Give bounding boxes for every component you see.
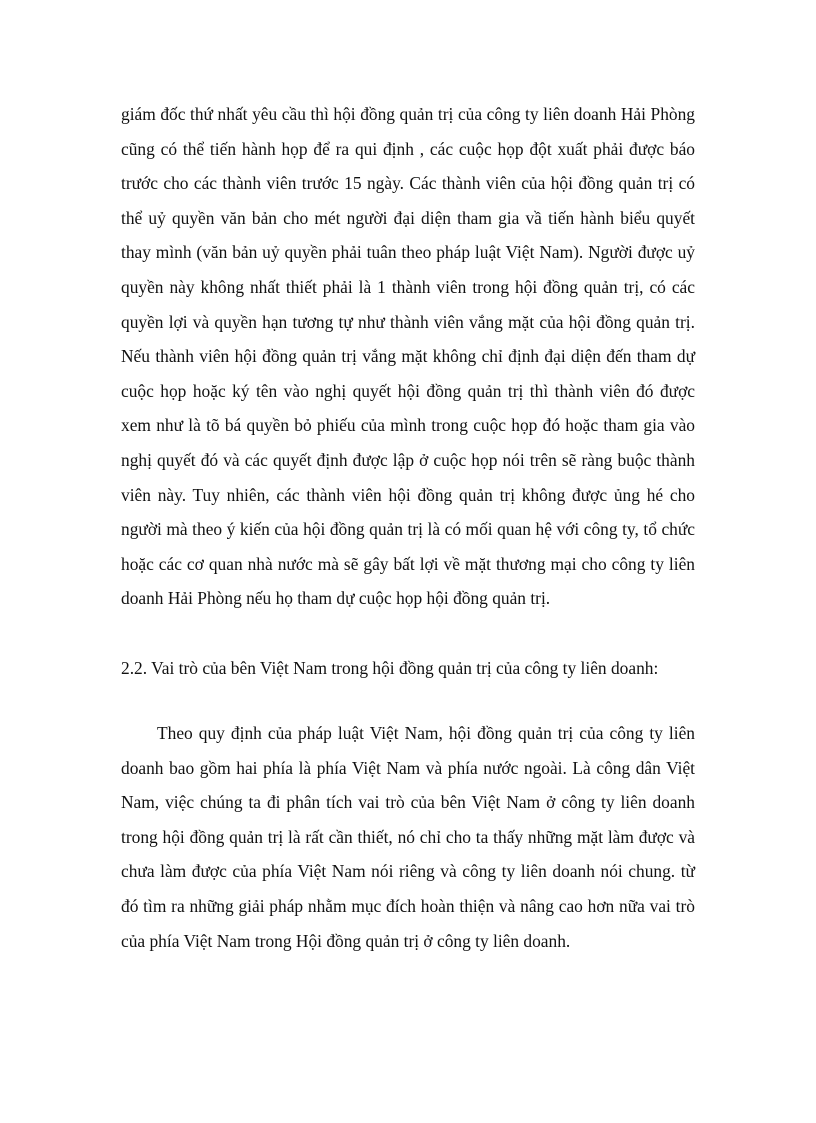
body-paragraph-vietnamese-role: Theo quy định của pháp luật Việt Nam, hội đồng quản trị của công ty liên doanh bao gồm hai phía là phía Việt Nam và phía nước ngoài. Là công dân Việt Nam, việc chúng ta đi phân tích vai trò của bên Việt Nam ở công ty liên doanh trong hội đồng quản trị là rất cần thiết, nó chỉ cho ta thấy những mặt làm được và chưa làm được của phía Việt Nam nói riêng và công ty liên doanh nói chung. từ đó tìm ra những giải pháp nhằm mục đích hoàn thiện và nâng cao hơn nữa vai trò của phía Việt Nam trong Hội đồng quản trị ở công ty liên doanh. — [121, 723, 695, 951]
section-heading-2-2: 2.2. Vai trò của bên Việt Nam trong hội đồng quản trị của công ty liên doanh: — [121, 658, 659, 678]
body-paragraph-board-meetings: giám đốc thứ nhất yêu cầu thì hội đồng quản trị của công ty liên doanh Hải Phòng cũng có thể tiến hành họp để ra qui định , các cuộc họp đột xuất phải được báo trước cho các thành viên trước 15 ngày. Các thành viên của hội đồng quản trị có thể uỷ quyền văn bản cho mét người đại diện tham gia vầ tiến hành biểu quyết thay mình (văn bản uỷ quyền phải tuân theo pháp luật Việt Nam). Người được uỷ quyền này không nhất thiết phải là 1 thành viên trong hội đồng quản trị, có các quyền lợi và quyền hạn tương tự như thành viên vắng mặt của hội đồng quản trị. Nếu thành viên hội đồng quản trị vắng mặt không chỉ định đại diện đến tham dự cuộc họp hoặc ký tên vào nghị quyết hội đồng quản trị thì thành viên đó được xem như là tõ bá quyền bỏ phiếu của mình trong cuộc họp đó hoặc tham gia vào nghị quyết đó và các quyết định được lập ở cuộc họp nói trên sẽ ràng buộc thành viên này. Tuy nhiên, các thành viên hội đồng quản trị không được ủng hé cho người mà theo ý kiến của hội đồng quản trị là có mối quan hệ với công ty, tổ chức hoặc các cơ quan nhà nước mà sẽ gây bất lợi về mặt thương mại cho công ty liên doanh Hải Phòng nếu họ tham dự cuộc họp hội đồng quản trị. — [121, 104, 695, 609]
